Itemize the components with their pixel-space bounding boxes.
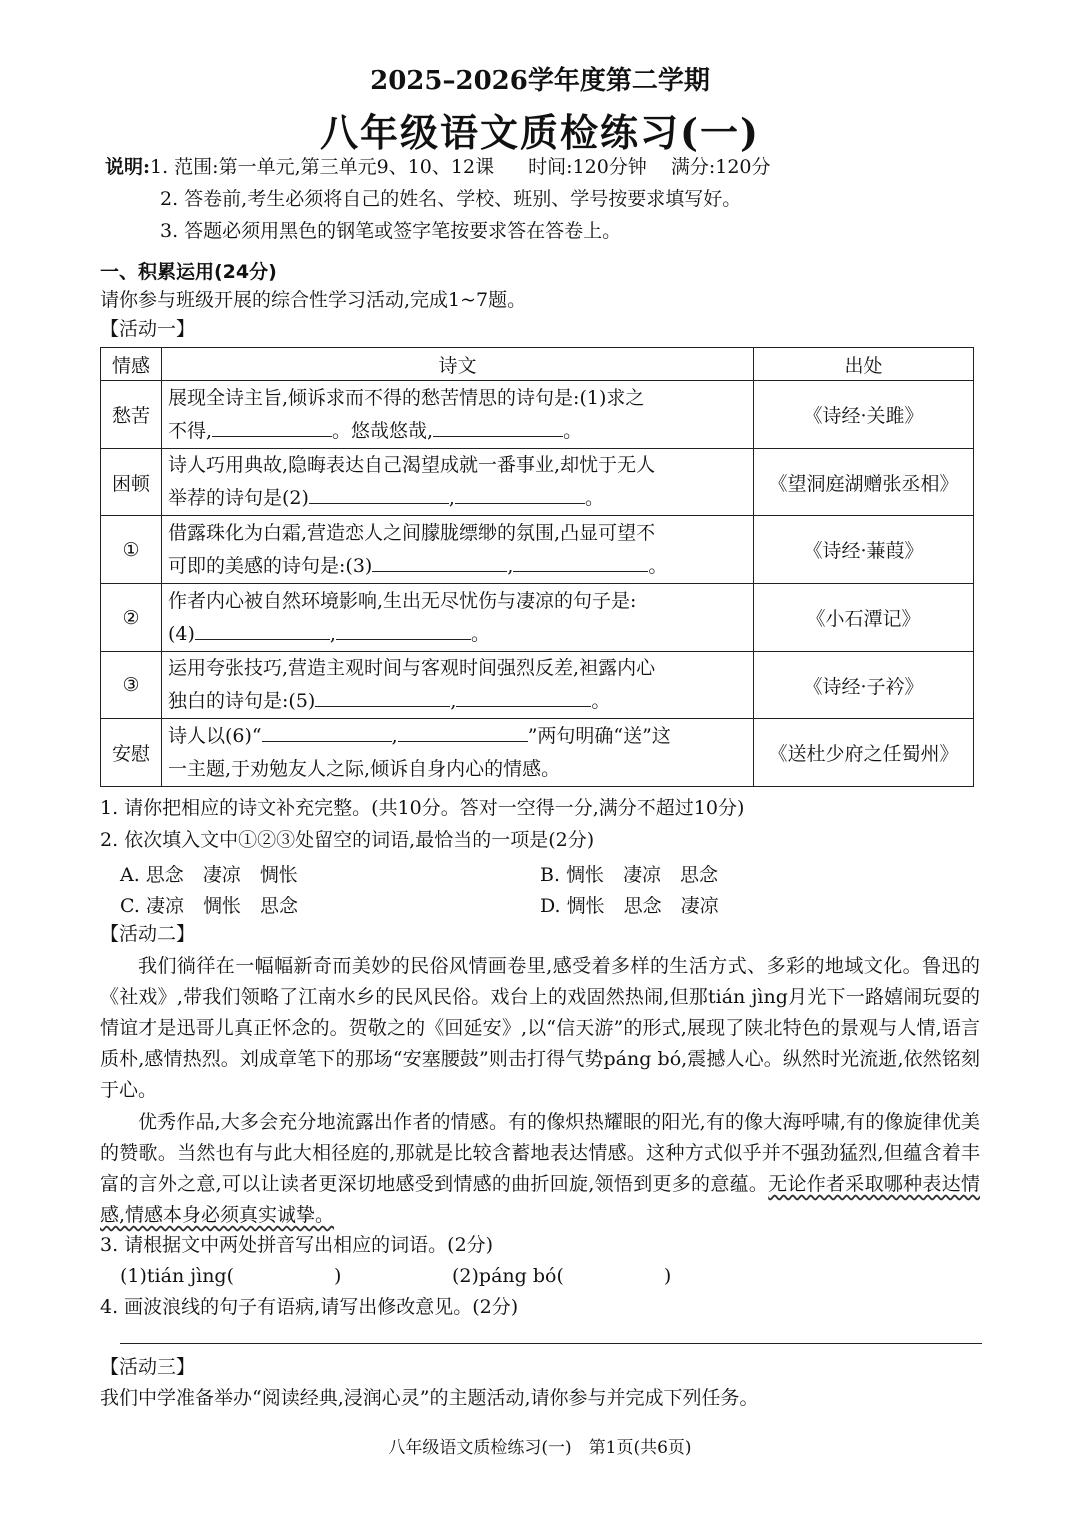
passage-paragraph-1: 我们徜徉在一幅幅新奇而美妙的民俗风情画卷里,感受着多样的生活方式、多彩的地域文化。鲁迅的《社戏》,带我们领略了江南水乡的民风民俗。戏台上的戏固然热闹,但那tián jìng月光下一路嬉闹玩耍的情谊才是迅哥儿真正怀念的。贺敬之的《回延安》,以“信天游”的形式,展现了陕北特色的景观与人情,语言质朴,感情热烈。刘成章笔下的那场“安塞腰鼓”则击打得气势páng bó,震撼人心。纵然时光流逝,依然铭刻于心。: [100, 955, 980, 1101]
table-row: [101, 381, 974, 449]
note-line-3: 3. 答题必须用黑色的钢笔或签字笔按要求答在答卷上。: [160, 220, 622, 242]
option-c[interactable]: C. 凄凉 惆怅 思念: [120, 895, 298, 917]
emotion-cell: ①: [101, 516, 162, 584]
question-3: 3. 请根据文中两处拼音写出相应的词语。(2分): [100, 1234, 494, 1256]
poem-fill-line: 举荐的诗句是(2) , 。: [168, 482, 747, 515]
poem-fill-line: 诗人以(6)“ , ”两句明确“送”这: [168, 720, 747, 753]
activity-3-label: 【活动三】: [100, 1356, 196, 1378]
poem-text: 展现全诗主旨,倾诉求而不得的愁苦情思的诗句是:(1)求之: [168, 386, 645, 409]
poem-cell: [162, 381, 754, 449]
poem-cell: [162, 449, 754, 516]
poem-cell: [162, 584, 754, 652]
exam-year: 2025–2026学年度第二学期: [370, 66, 710, 96]
emotion-cell: 困顿: [101, 449, 162, 516]
table-row: [101, 516, 974, 584]
poem-cell: [162, 719, 754, 787]
poem-text: 运用夸张技巧,营造主观时间与客观时间强烈反差,袒露内心: [168, 657, 656, 679]
source-cell: 《诗经·关雎》: [754, 381, 974, 449]
question-4: 4. 画波浪线的句子有语病,请写出修改意见。(2分): [100, 1296, 519, 1318]
activity-3-intro: 我们中学准备举办“阅读经典,浸润心灵”的主题活动,请你参与并完成下列任务。: [100, 1387, 759, 1409]
poem-text: 诗人巧用典故,隐晦表达自己渴望成就一番事业,却忧于无人: [168, 454, 656, 476]
answer-blank[interactable]: [336, 619, 471, 640]
question-2: 2. 依次填入文中①②③处留空的词语,最恰当的一项是(2分): [100, 829, 595, 851]
answer-blank[interactable]: [262, 721, 392, 742]
option-b[interactable]: B. 惆怅 凄凉 思念: [540, 864, 719, 886]
table-header-row: [101, 348, 974, 381]
source-cell: 《送杜少府之任蜀州》: [754, 719, 974, 787]
poem-cell: [162, 652, 754, 719]
emotion-cell: 愁苦: [101, 381, 162, 449]
activity-1-label: 【活动一】: [100, 318, 196, 340]
option-a[interactable]: A. 思念 凄凉 惆怅: [120, 864, 298, 886]
header-source: 出处: [754, 348, 974, 381]
q3-pinyin-2: (2)páng bó(: [452, 1265, 564, 1287]
q3-pinyin-1: (1)tián jìng(: [120, 1265, 235, 1287]
source-cell: 《诗经·蒹葭》: [754, 516, 974, 584]
poem-text: 借露珠化为白霜,营造恋人之间朦胧缥缈的氛围,凸显可望不: [168, 521, 656, 544]
answer-blank[interactable]: [195, 619, 330, 640]
source-cell: 《诗经·子衿》: [754, 652, 974, 719]
note-time: 时间:120分钟: [528, 156, 647, 178]
passage-text: 优秀作品,大多会充分地流露出作者的情感。有的像炽热耀眼的阳光,有的像大海呼啸,有的像旋律优美的赞歌。当然也有与此大相径庭的,那就是比较含蓄地表达情感。这种方式似乎并不强劲猛烈,但蕴含着丰富的言外之意,可以让读者更深切地感受到情感的曲折回旋,领悟到更多的意蕴。: [100, 1111, 980, 1195]
answer-blank[interactable]: [309, 483, 449, 504]
poem-fill-line: 独白的诗句是:(5) , 。: [168, 685, 747, 718]
question-1: 1. 请你把相应的诗文补充完整。(共10分。答对一空得一分,满分不超过10分): [100, 797, 745, 819]
answer-blank[interactable]: [398, 721, 528, 742]
note-score: 满分:120分: [670, 156, 771, 178]
poem-cell: [162, 516, 754, 584]
option-d[interactable]: D. 惆怅 思念 凄凉: [540, 895, 719, 917]
wavy-underlined-sentence: 无论作者采取哪种表达情感,情感本身必须真实诚挚。: [100, 1173, 980, 1226]
exam-title: 八年级语文质检练习(一): [320, 110, 760, 155]
note-label: 说明:: [105, 156, 151, 178]
q3-blank-1: (1)tián jìng( ): [120, 1265, 342, 1287]
activity-2-label: 【活动二】: [100, 923, 196, 945]
emotion-cell: ③: [101, 652, 162, 719]
q3-blank-2: (2)páng bó( ): [452, 1265, 672, 1287]
note-line-2: 2. 答卷前,考生必须将自己的姓名、学校、班别、学号按要求填写好。: [160, 188, 742, 210]
source-cell: 《小石潭记》: [754, 584, 974, 652]
emotion-cell: ②: [101, 584, 162, 652]
section-1-title: 一、积累运用(24分): [100, 261, 277, 283]
poem-text: 一主题,于劝勉友人之际,倾诉自身内心的情感。: [168, 757, 561, 780]
note-line-1: [105, 155, 1005, 179]
poem-fill-line: 不得, 。悠哉悠哉, 。: [168, 415, 747, 448]
table-row: [101, 652, 974, 719]
poem-text: 作者内心被自然环境影响,生出无尽忧伤与凄凉的句子是:: [168, 589, 637, 612]
answer-blank[interactable]: [433, 416, 563, 437]
answer-blank[interactable]: [455, 483, 585, 504]
section-1-intro: 请你参与班级开展的综合性学习活动,完成1~7题。: [100, 289, 527, 311]
header-emotion: 情感: [101, 348, 162, 381]
poem-fill-line: (4) , 。: [168, 618, 747, 651]
table-row: [101, 449, 974, 516]
answer-blank[interactable]: [372, 551, 507, 572]
note-scope: 1. 范围:第一单元,第三单元9、10、12课: [150, 156, 495, 178]
answer-blank[interactable]: [212, 416, 332, 437]
answer-line[interactable]: [120, 1343, 982, 1344]
emotion-cell: 安慰: [101, 719, 162, 787]
answer-blank[interactable]: [315, 686, 450, 707]
passage-paragraph-2: [100, 1107, 980, 1231]
poetry-table: [100, 347, 974, 787]
table-row: [101, 584, 974, 652]
answer-blank[interactable]: [456, 686, 591, 707]
table-row: [101, 719, 974, 787]
header-poem: 诗文: [162, 348, 754, 381]
poem-fill-line: 可即的美感的诗句是:(3) , 。: [168, 550, 747, 583]
answer-blank[interactable]: [513, 551, 648, 572]
page-footer: 八年级语文质检练习(一) 第1页(共6页): [388, 1438, 692, 1458]
source-cell: 《望洞庭湖赠张丞相》: [754, 449, 974, 516]
